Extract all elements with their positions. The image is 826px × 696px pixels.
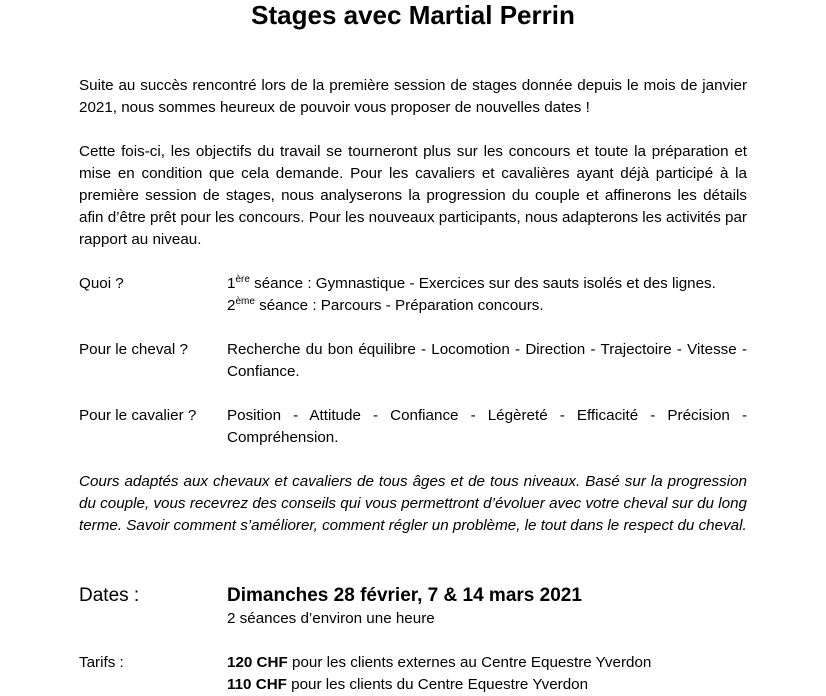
objectives-paragraph: Cette fois-ci, les objectifs du travail se tourneront plus sur les concours et toute la préparation et mise en condition que cela demande. Pour les cavaliers et cavalières ayant déjà participé à la première session de stages, nous analyserons la progression du couple et affinerons les détails afin d’être prêt pour les concours. Pour les nouveaux participants, nous adapterons les activités par rapport au niveau. (79, 143, 747, 248)
quoi-session-1 (227, 273, 747, 295)
page-title: Stages avec Martial Perrin (251, 0, 575, 30)
tarif-1-text: pour les clients externes au Centre Equestre Yverdon (287, 654, 652, 671)
session-1-number: 1 (227, 275, 236, 292)
session-2-ordinal: ème (235, 295, 255, 307)
cheval-text: Recherche du bon équilibre - Locomotion - Direction - Trajectoire - Vitesse - Confiance. (227, 341, 747, 380)
session-1-ordinal: ère (235, 273, 250, 285)
session-2-text: séance : Parcours - Préparation concours. (254, 297, 544, 314)
dates-sub: 2 séances d’environ une heure (227, 610, 435, 627)
cheval-label: Pour le cheval ? (79, 341, 188, 358)
tarif-1-price: 120 CHF (227, 654, 288, 671)
cavalier-text: Position - Attitude - Confiance - Légèreté - Efficacité - Précision - Compréhension. (227, 407, 747, 446)
tarif-line-1 (227, 652, 651, 674)
tarif-2-text: pour les clients du Centre Equestre Yverdon (286, 676, 589, 693)
tarifs-label: Tarifs : (79, 654, 124, 671)
intro-paragraph: Suite au succès rencontré lors de la première session de stages donnée depuis le mois de janvier 2021, nous sommes heureux de pouvoir vous proposer de nouvelles dates ! (79, 77, 747, 116)
tarif-line-2 (227, 674, 588, 696)
quoi-label: Quoi ? (79, 275, 124, 292)
courses-note: Cours adaptés aux chevaux et cavaliers de tous âges et de tous niveaux. Basé sur la progression du couple, vous recevrez des conseils qui vous permettront d’évoluer avec votre cheval sur du long terme. Savoir comment s’améliorer, comment régler un problème, le tout dans le respect du cheval. (79, 473, 747, 534)
session-1-text: séance : Gymnastique - Exercices sur des sauts isolés et des lignes. (249, 275, 716, 292)
quoi-session-2 (227, 295, 747, 317)
cavalier-label: Pour le cavalier ? (79, 407, 197, 424)
tarif-2-price: 110 CHF (227, 676, 287, 693)
dates-main: Dimanches 28 février, 7 & 14 mars 2021 (227, 585, 582, 606)
dates-label: Dates : (79, 585, 140, 606)
session-2-number: 2 (227, 297, 236, 314)
